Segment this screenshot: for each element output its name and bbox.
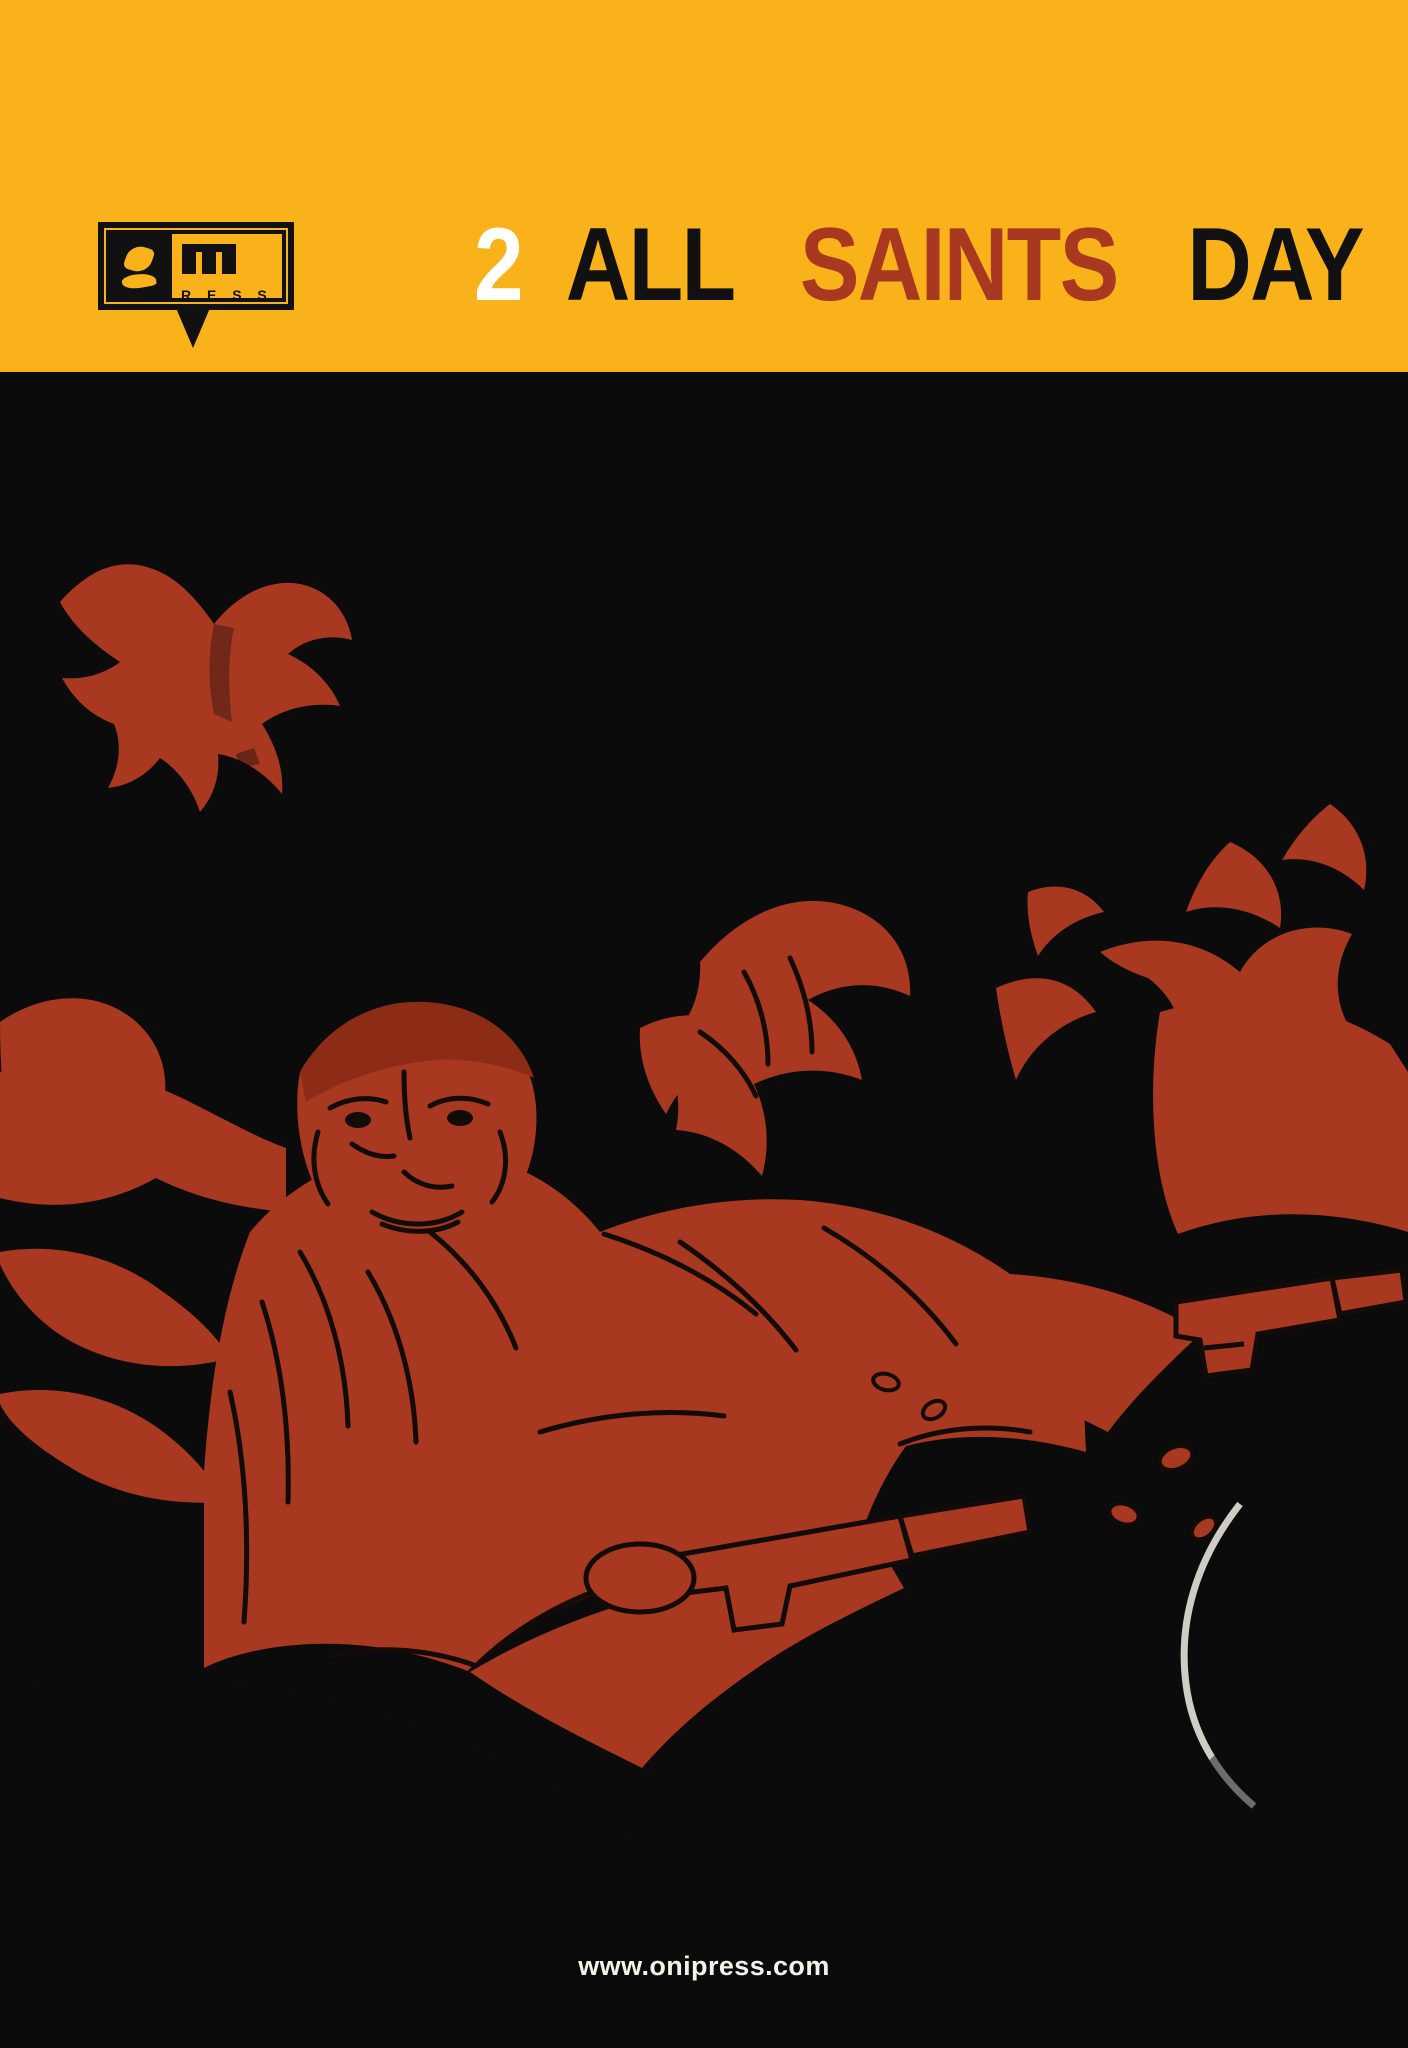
oni-bar-2 [202,244,216,274]
title-word-saints: SAINTS [799,207,1118,323]
title-word-day: DAY [1187,207,1364,323]
issue-number: 2 [473,207,522,323]
publisher-website[interactable]: www.onipress.com [578,1951,830,1981]
oni-bar-1 [182,244,196,274]
publisher-wordmark: P R E S S [156,287,273,303]
cover-artwork [0,372,1408,2048]
header-band [0,0,1408,372]
speech-bubble-tail-icon [176,308,210,348]
oni-press-logo [98,222,294,310]
page-title [470,207,1377,323]
title-word-all: ALL [565,207,735,323]
oni-bar-3 [222,244,236,274]
